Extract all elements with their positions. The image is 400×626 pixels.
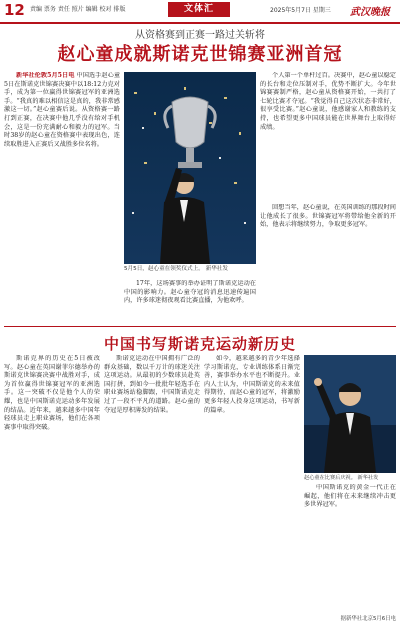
story2-body-4: 中国斯诺克的黄金一代正在崛起，他们将在未来继续冲击更多世界冠军。	[304, 484, 396, 509]
trophy-photo-caption: 5月5日，赵心童在领奖仪式上。 新华社发	[124, 266, 228, 272]
story-divider	[4, 326, 396, 327]
story1-column-3	[124, 280, 256, 324]
story2-body-1: 斯诺克界的历史在5日被改写。赵心童在英国谢菲尔德举办的斯诺克世锦赛决赛中战胜对手，成为首位赢得世锦赛冠军的亚洲选手。这一突破不仅是他个人的荣耀，也是中国斯诺克运动多年发展的结晶。近年来，越来越多中国年轻球员走上职业赛场，他们在各项赛事中取得突破。	[4, 355, 100, 431]
story2-column-1	[4, 355, 100, 625]
celebration-photo	[304, 355, 396, 473]
story2-credit: 据新华社北京5月6日电	[340, 616, 396, 622]
trophy-photo	[124, 72, 256, 264]
story1-body-2: 个人第一个单杆过百。决赛中，赵心童以稳定的长台和走位压制对手，优势不断扩大。今年世锦赛赛制严格，赵心童从资格赛开始，一共打了七轮比赛才夺冠。“我觉得自己这次状态非常好，很享受比赛。”赵心童说，他感谢家人和教练的支持，也希望更多中国球员能在世界舞台上取得好成绩。	[260, 72, 396, 131]
story2-headline: 中国书写斯诺克运动新历史	[103, 335, 296, 353]
story1-body-3: 17年，这场赛事的举办证明了斯诺克运动在中国的影响力。赵心童夺冠的消息迅速传遍国内，许多球迷彻夜观看比赛直播，为他欢呼。	[124, 280, 256, 305]
story1-column-1	[4, 72, 120, 272]
story2-column-2	[104, 355, 200, 625]
story1-column-4	[260, 204, 396, 322]
celebration-photo-image	[304, 355, 396, 473]
trophy-photo-image	[124, 72, 256, 264]
section-name: 文体汇	[168, 2, 230, 17]
story1-column-2	[260, 72, 396, 200]
newspaper-brand: 武汉晚报	[350, 7, 390, 18]
story2-column-3	[204, 355, 300, 625]
editor-credits: 责编 票务 责任 照片 编辑 校对 排版	[30, 6, 126, 13]
issue-date: 2025年5月7日 星期三	[270, 7, 331, 14]
story1-body-1: 中国选手赵心童5日在斯诺克世锦赛决赛中以18:12力克对手，成为第一位赢得世锦赛冠军的亚洲选手。“我真的难以相信这是真的，我非常感激这一切。”赵心童赛后说。从资格赛一路打到正赛，在决赛中他几乎没有给对手机会，这是一份充满耐心和毅力的冠军。当时38岁的赵心童在资格赛中表现出色，连续取胜进入正赛后又战胜多位名将。	[4, 72, 120, 148]
story1-dateline: 新华社伦敦5月5日电	[16, 72, 75, 79]
story2-column-4	[304, 484, 396, 612]
page-number: 12	[4, 1, 25, 19]
story2-body-3: 如今，越来越多的青少年选择学习斯诺克，专业训练体系日渐完善，赛事举办水平也不断提升。业内人士认为，中国斯诺克的未来值得期待，而赵心童的冠军，将激励更多年轻人投身这项运动，书写新的篇章。	[204, 355, 300, 414]
story1-kicker: 从资格赛到正赛一路过关斩将	[135, 30, 265, 41]
story1-body-4: 回想当年，赵心童说，在英国训练的那段时间让他成长了很多。世锦赛冠军将带给他全新的开始，他表示将继续努力，争取更多冠军。	[260, 204, 396, 229]
story1-headline: 赵心童成就斯诺克世锦赛亚洲首冠	[57, 44, 343, 65]
story2-body-2: 斯诺克运动在中国拥有广泛的群众基础，数以千万计的球迷关注这项运动。从最初的少数球员赴英国打拼，到如今一批批年轻选手在职业赛场站稳脚跟，中国斯诺克走过了一段不平凡的道路。赵心童的夺冠是厚积薄发的结果。	[104, 355, 200, 414]
celebration-photo-caption: 赵心童在比赛后庆祝。 新华社发	[304, 475, 379, 481]
